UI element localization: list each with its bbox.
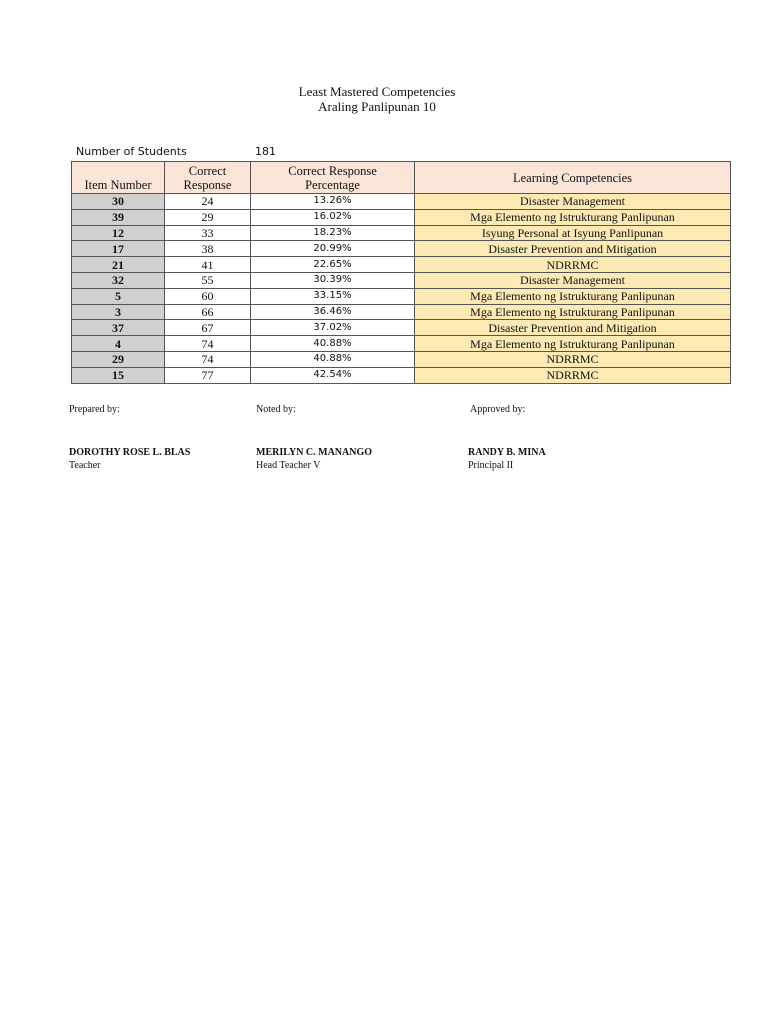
table-row <box>72 225 731 241</box>
cell-percentage: 13.26% <box>251 194 415 210</box>
cell-correct-response: 77 <box>165 367 251 383</box>
document-title <box>0 84 768 114</box>
approver-title: Principal II <box>468 460 514 471</box>
approved-by-label: Approved by: <box>470 404 526 415</box>
table-row <box>72 367 731 383</box>
header-item-number: Item Number <box>72 162 165 194</box>
cell-competency: Mga Elemento ng Istrukturang Panlipunan <box>415 336 731 352</box>
header-correct-response: Correct Response <box>165 162 251 194</box>
cell-item-number: 29 <box>72 351 165 367</box>
title-line-1: Least Mastered Competencies <box>298 84 456 99</box>
noter-name: MERILYN C. MANANGO <box>256 447 373 458</box>
cell-competency: Isyung Personal at Isyung Panlipunan <box>415 225 731 241</box>
table-row <box>72 351 731 367</box>
approver-name: RANDY B. MINA <box>468 447 546 458</box>
table-header-row <box>72 162 731 194</box>
cell-competency: Mga Elemento ng Istrukturang Panlipunan <box>415 288 731 304</box>
preparer-name: DOROTHY ROSE L. BLAS <box>69 447 191 458</box>
noted-by-label: Noted by: <box>256 404 296 415</box>
cell-correct-response: 74 <box>165 336 251 352</box>
cell-percentage: 40.88% <box>251 336 415 352</box>
cell-correct-response: 41 <box>165 257 251 273</box>
cell-item-number: 15 <box>72 367 165 383</box>
cell-item-number: 32 <box>72 272 165 288</box>
cell-competency: Disaster Prevention and Mitigation <box>415 241 731 257</box>
cell-competency: NDRRMC <box>415 367 731 383</box>
table-row <box>72 304 731 320</box>
cell-percentage: 30.39% <box>251 272 415 288</box>
cell-percentage: 36.46% <box>251 304 415 320</box>
table-row <box>72 336 731 352</box>
cell-correct-response: 24 <box>165 194 251 210</box>
cell-percentage: 40.88% <box>251 351 415 367</box>
cell-competency: Disaster Prevention and Mitigation <box>415 320 731 336</box>
cell-item-number: 39 <box>72 209 165 225</box>
table-row <box>72 272 731 288</box>
cell-percentage: 42.54% <box>251 367 415 383</box>
cell-correct-response: 66 <box>165 304 251 320</box>
cell-item-number: 21 <box>72 257 165 273</box>
cell-competency: Disaster Management <box>415 272 731 288</box>
cell-percentage: 22.65% <box>251 257 415 273</box>
table-row <box>72 320 731 336</box>
competencies-table <box>71 161 731 384</box>
cell-item-number: 30 <box>72 194 165 210</box>
cell-item-number: 4 <box>72 336 165 352</box>
number-of-students-label: Number of Students <box>76 145 187 158</box>
cell-item-number: 12 <box>72 225 165 241</box>
cell-percentage: 37.02% <box>251 320 415 336</box>
table-row <box>72 209 731 225</box>
cell-correct-response: 60 <box>165 288 251 304</box>
noter-title: Head Teacher V <box>256 460 321 471</box>
cell-correct-response: 29 <box>165 209 251 225</box>
prepared-by-label: Prepared by: <box>69 404 120 415</box>
cell-percentage: 18.23% <box>251 225 415 241</box>
table-row <box>72 288 731 304</box>
title-line-2: Araling Panlipunan 10 <box>318 99 436 114</box>
table-row <box>72 257 731 273</box>
number-of-students-value: 181 <box>255 145 276 158</box>
preparer-title: Teacher <box>69 460 101 471</box>
cell-item-number: 17 <box>72 241 165 257</box>
cell-item-number: 37 <box>72 320 165 336</box>
cell-competency: Mga Elemento ng Istrukturang Panlipunan <box>415 209 731 225</box>
cell-percentage: 33.15% <box>251 288 415 304</box>
cell-correct-response: 38 <box>165 241 251 257</box>
cell-correct-response: 33 <box>165 225 251 241</box>
cell-competency: NDRRMC <box>415 257 731 273</box>
header-learning-competencies: Learning Competencies <box>415 162 731 194</box>
table-row <box>72 194 731 210</box>
cell-item-number: 3 <box>72 304 165 320</box>
cell-competency: NDRRMC <box>415 351 731 367</box>
cell-competency: Mga Elemento ng Istrukturang Panlipunan <box>415 304 731 320</box>
cell-percentage: 16.02% <box>251 209 415 225</box>
cell-item-number: 5 <box>72 288 165 304</box>
table-row <box>72 241 731 257</box>
cell-correct-response: 67 <box>165 320 251 336</box>
header-percentage: Correct Response Percentage <box>251 162 415 194</box>
cell-correct-response: 55 <box>165 272 251 288</box>
cell-percentage: 20.99% <box>251 241 415 257</box>
cell-correct-response: 74 <box>165 351 251 367</box>
cell-competency: Disaster Management <box>415 194 731 210</box>
